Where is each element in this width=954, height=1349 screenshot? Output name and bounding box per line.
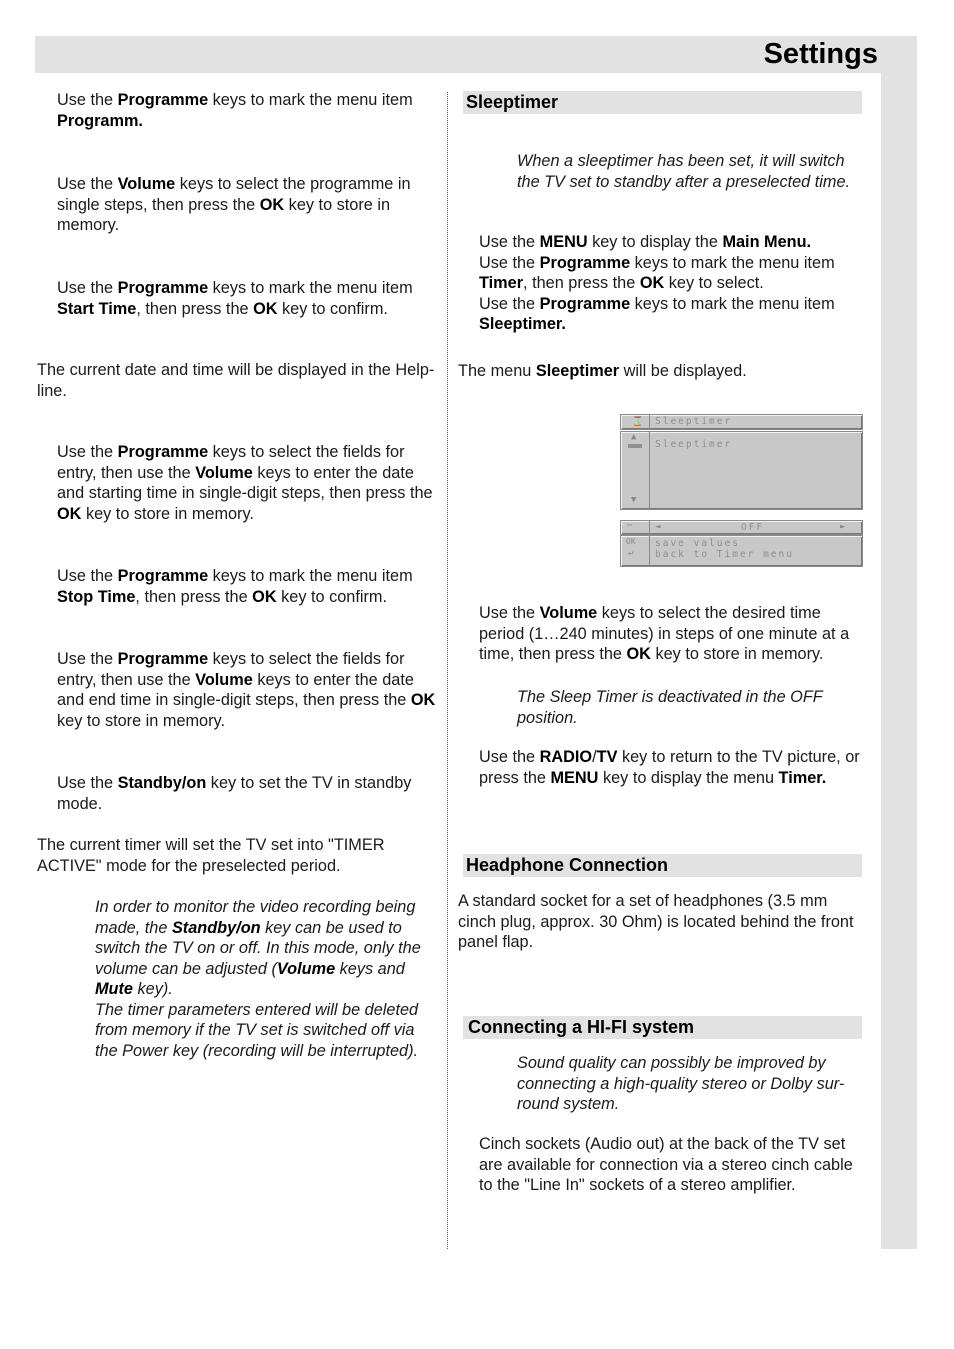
bold-term: Programme: [539, 294, 631, 313]
selection-marker-icon: [628, 444, 642, 448]
osd-hint-save: save values: [655, 538, 740, 549]
left-paragraph: Use the Programme keys to mark the menu item Programm.: [57, 91, 413, 130]
bold-term: OK: [410, 691, 436, 709]
bold-term: Main Menu.: [722, 233, 812, 251]
left-paragraph: The current date and time will be displayed in the Help-line.: [37, 361, 435, 400]
bold-term: Mute: [95, 980, 133, 998]
osd-list-panel: [620, 431, 863, 510]
right-margin-strip: [881, 73, 917, 1249]
osd-title-bar: [620, 414, 863, 430]
scroll-up-icon: ▲: [631, 432, 637, 442]
bold-term: Sleeptimer: [535, 362, 620, 380]
bold-term: Stop Time: [57, 587, 136, 606]
bold-term: Programme: [117, 279, 209, 297]
left-paragraph: The current timer will set the TV set into "TIMER ACTIVE" mode for the preselected period.: [37, 836, 385, 875]
bold-term: OK: [626, 645, 651, 663]
sleeptimer-note: The Sleep Timer is deactivated in the OFF position.: [517, 688, 823, 727]
sleeptimer-paragraph: Use the RADIO/TV key to return to the TV picture, or press the MENU key to display the menu Timer.: [479, 748, 860, 787]
left-paragraph: Use the Programme keys to select the fields for entry, then use the Volume keys to enter the date and starting time in single-digit steps, then press the OK key to store in memory.: [57, 443, 433, 523]
bold-term: Standby/on: [117, 774, 207, 792]
bold-term: RADIO: [539, 748, 593, 766]
bold-term: Volume: [195, 670, 253, 689]
sleeptimer-menu-screenshot: [620, 414, 863, 567]
left-paragraph: Use the Standby/on key to set the TV in standby mode.: [57, 774, 412, 813]
sleeptimer-paragraph: Use the MENU key to display the Main Menu. Use the Programme keys to mark the menu item Timer, then press the OK key to select. Use the Programme keys to mark the menu item Sleeptimer.: [479, 233, 835, 333]
bold-term: Volume: [539, 604, 598, 622]
bold-term: OK: [253, 299, 278, 318]
bold-term: TV: [596, 748, 618, 766]
left-note: In order to monitor the video recording being made, the Standby/on key can be used to switch the TV on or off. In this mode, only the volume can be adjusted (Volume keys and Mute key). The timer parameters entered will be deleted from memory if the TV set is switched off via the Power key (recording will be interrupted).: [95, 898, 421, 1060]
section-heading-sleeptimer: Sleeptimer: [463, 91, 862, 114]
bold-term: Programme: [539, 253, 631, 272]
left-paragraph: Use the Programme keys to mark the menu item Stop Time, then press the OK key to confirm.: [57, 567, 413, 606]
osd-hint-bar: [620, 535, 863, 567]
osd-title: Sleeptimer: [655, 416, 733, 427]
wrench-icon: ✂: [627, 521, 633, 531]
bold-term: Sleeptimer.: [479, 315, 566, 333]
bold-term: Volume: [276, 959, 336, 978]
bold-term: Volume: [117, 175, 176, 193]
page-title: Settings: [763, 38, 878, 70]
arrow-left-icon: ◄: [655, 522, 661, 532]
scroll-down-icon: ▼: [631, 495, 637, 505]
left-paragraph: Use the Programme keys to select the fields for entry, then use the Volume keys to enter the date and end time in single-digit steps, then press the OK key to store in memory.: [57, 650, 436, 730]
section-heading-headphone: Headphone Connection: [463, 854, 862, 877]
hifi-note: Sound quality can possibly be improved by connecting a high-quality stereo or Dolby sur-round system.: [517, 1054, 845, 1113]
return-key-icon: ↩: [628, 549, 634, 559]
column-divider: [447, 92, 448, 1249]
bold-term: Programme: [117, 650, 209, 668]
osd-value-bar: [620, 520, 863, 535]
bold-term: Programm.: [57, 111, 143, 130]
osd-value: OFF: [741, 522, 765, 533]
bold-term: Timer.: [778, 768, 827, 787]
timer-icon: ⌛: [632, 417, 644, 427]
bold-term: Programme: [117, 443, 209, 461]
bold-term: MENU: [550, 768, 599, 787]
bold-term: Programme: [117, 567, 209, 585]
bold-term: Standby/on: [171, 918, 261, 937]
sleeptimer-paragraph: Use the Volume keys to select the desired time period (1…240 minutes) in steps of one minute at a time, then press the OK key to store in memory.: [479, 604, 850, 663]
bold-term: OK: [252, 587, 277, 606]
bold-term: OK: [639, 274, 665, 292]
ok-key-icon: OK: [626, 537, 636, 546]
osd-hint-back: back to Timer menu: [655, 549, 794, 560]
bold-term: Timer: [479, 274, 524, 292]
bold-term: Programme: [117, 91, 209, 109]
hifi-paragraph: Cinch sockets (Audio out) at the back of the TV set are available for connection via a stereo cinch cable to the "Line In" sockets of a stereo amplifier.: [479, 1135, 853, 1194]
headphone-paragraph: A standard socket for a set of headphones (3.5 mm cinch plug, approx. 30 Ohm) is located behind the front panel flap.: [458, 892, 854, 951]
bold-term: Volume: [195, 463, 253, 482]
sleeptimer-paragraph: The menu Sleeptimer will be displayed.: [458, 362, 747, 380]
osd-item: Sleeptimer: [655, 439, 733, 450]
bold-term: Start Time: [57, 299, 137, 318]
sleeptimer-note: When a sleeptimer has been set, it will switch the TV set to standby after a preselected time.: [517, 152, 851, 191]
bold-term: OK: [259, 195, 285, 214]
arrow-right-icon: ►: [840, 522, 846, 532]
left-paragraph: Use the Programme keys to mark the menu item Start Time, then press the OK key to confirm.: [57, 279, 413, 318]
left-paragraph: Use the Volume keys to select the programme in single steps, then press the OK key to store in memory.: [57, 175, 411, 234]
section-heading-hifi: Connecting a HI-FI system: [463, 1016, 862, 1039]
bold-term: MENU: [539, 233, 588, 251]
bold-term: OK: [57, 504, 82, 523]
